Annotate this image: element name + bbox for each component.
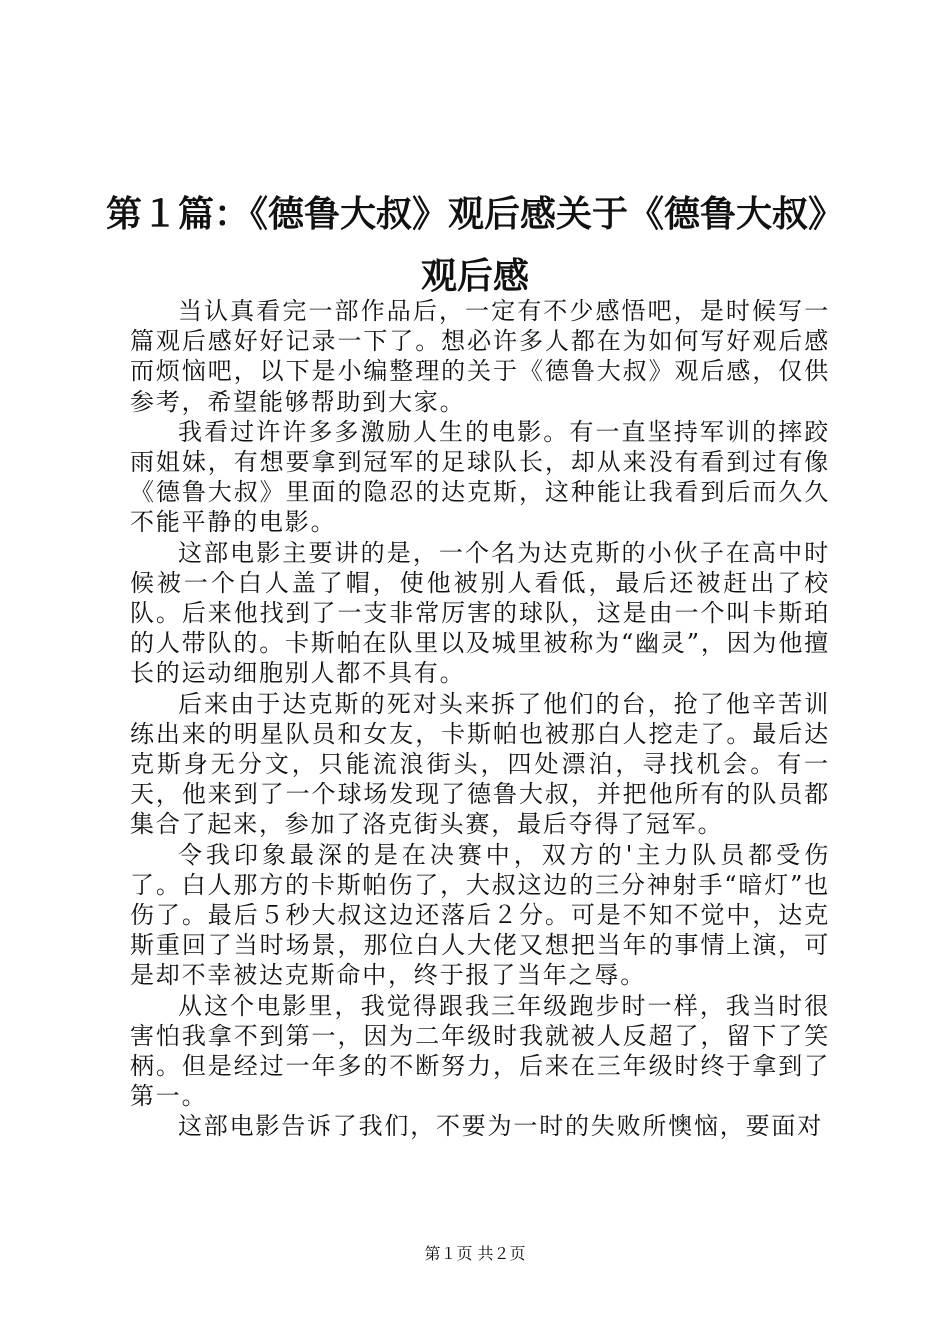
- document-title: 第１篇：《德鲁大叔》观后感关于《德鲁大叔》观后感: [105, 193, 844, 297]
- paragraph-6: 从这个电影里，我觉得跟我三年级跑步时一样，我当时很害怕我拿不到第一，因为二年级时我就被人反超了，留下了笑柄。但是经过一年多的不断努力，后来在三年级时终于拿到了第一。: [130, 991, 830, 1111]
- document-body: [130, 296, 830, 1142]
- paragraph-7: 这部电影告诉了我们，不要为一时的失败所懊恼，要面对: [178, 1112, 823, 1141]
- paragraph-2: 我看过许许多多激励人生的电影。有一直坚持军训的摔跤雨姐妹，有想要拿到冠军的足球队长，却从来没有看到过有像《德鲁大叔》里面的隐忍的达克斯，这种能让我看到后而久久不能平静的电影。: [130, 417, 830, 537]
- paragraph-4: 后来由于达克斯的死对头来拆了他们的台，抢了他辛苦训练出来的明星队员和女友，卡斯帕也被那白人挖走了。最后达克斯身无分文，只能流浪街头，四处漂泊，寻找机会。有一天，他来到了一个球场发现了德鲁大叔，并把他所有的队员都集合了起来，参加了洛克街头赛，最后夺得了冠军。: [130, 689, 830, 839]
- paragraph-1: 当认真看完一部作品后，一定有不少感悟吧，是时候写一篇观后感好好记录一下了。想必许多人都在为如何写好观后感而烦恼吧，以下是小编整理的关于《德鲁大叔》观后感，仅供参考，希望能够帮助到大家。: [130, 297, 830, 416]
- paragraph-3: 这部电影主要讲的是，一个名为达克斯的小伙子在高中时候被一个白人盖了帽，使他被别人看低，最后还被赶出了校队。后来他找到了一支非常厉害的球队，这是由一个叫卡斯珀的人带队的。卡斯帕在队里以及城里被称为“幽灵”，因为他擅长的运动细胞别人都不具有。: [130, 538, 830, 688]
- paragraph-5: 令我印象最深的是在决赛中，双方的'主力队员都受伤了。白人那方的卡斯帕伤了，大叔这边的三分神射手“暗灯”也伤了。最后５秒大叔这边还落后２分。可是不知不觉中，达克斯重回了当时场景，那位白人大佬又想把当年的事情上演，可是却不幸被达克斯命中，终于报了当年之辱。: [130, 840, 830, 990]
- page-number-footer: 第１页 共２页: [424, 1244, 526, 1263]
